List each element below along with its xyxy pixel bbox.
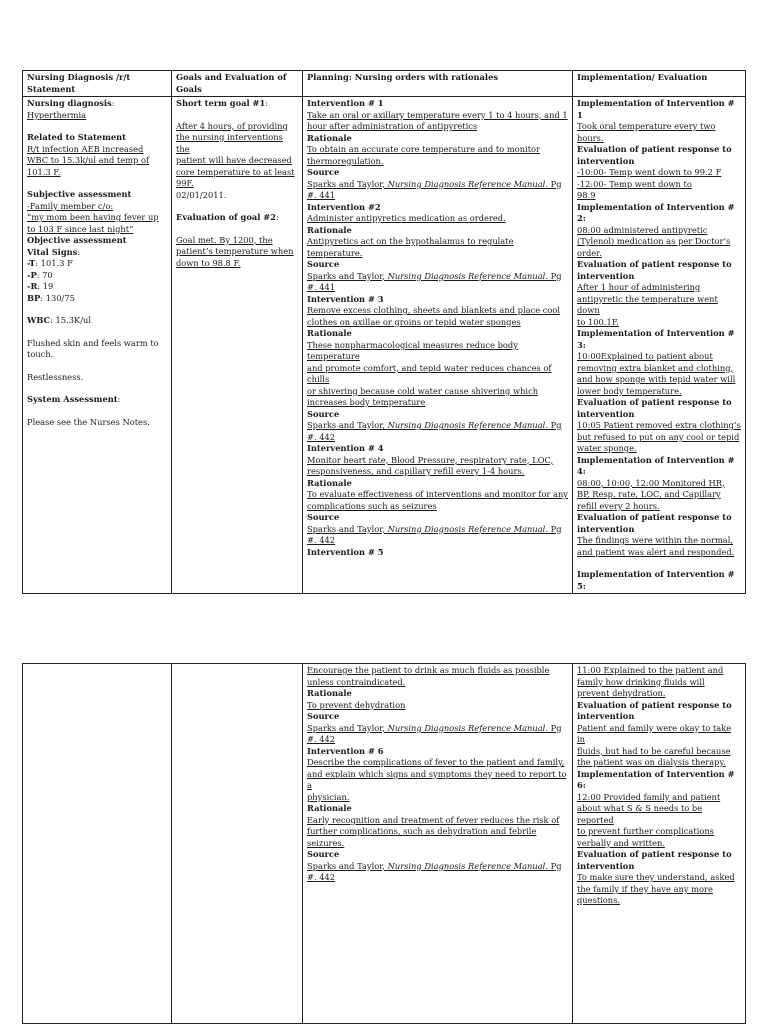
line-text: Source	[307, 408, 340, 419]
text-line	[307, 110, 568, 122]
objective-label: Objective assessment	[27, 235, 127, 245]
line-text: Implementation of Intervention # 3:	[577, 328, 735, 350]
section-heading	[307, 409, 568, 421]
line-text: Sparks and Taylor,	[307, 270, 388, 281]
section-heading	[577, 271, 741, 283]
line-text: #. 441	[307, 190, 336, 200]
vital-temp: -T: 101.3 F	[27, 258, 73, 268]
section-heading	[577, 569, 741, 592]
line-text: To evaluate effectiveness of interventions and monitor for any	[307, 489, 568, 499]
text-line	[577, 677, 741, 689]
line-text: Implementation of Intervention # 6:	[577, 768, 735, 790]
text-line	[307, 861, 568, 873]
header-planning: Planning: Nursing orders with rationales	[303, 71, 573, 97]
text-line	[307, 466, 568, 478]
dx-label: Nursing diagnosis	[27, 98, 112, 108]
book-title: Nursing Diagnosis Reference Manual	[387, 178, 546, 189]
goal-line: patient will have decreased	[176, 155, 292, 165]
line-text: Intervention #2	[307, 201, 381, 212]
line-text: Describe the complications of fever to the patient and family,	[307, 757, 565, 767]
subjective-line: to 103 F since last night”	[27, 223, 134, 234]
line-text: Sparks and Taylor,	[307, 860, 388, 871]
text-line	[577, 489, 741, 501]
header-implementation: Implementation/ Evaluation	[573, 71, 746, 97]
goal-date: 02/01/2011.	[176, 189, 227, 200]
flushed-line: Flushed skin and feels warm to	[27, 337, 159, 348]
line-text: Antipyretics act on the hypothalamus to regulate temperature.	[307, 236, 514, 258]
section-heading	[307, 225, 568, 237]
text-line	[307, 432, 568, 444]
text-line	[577, 351, 741, 363]
line-text: 98.9	[577, 190, 596, 200]
line-text: Sparks and Taylor,	[307, 722, 388, 733]
section-heading	[577, 144, 741, 156]
line-text: 10:00Explained to patient about	[577, 351, 713, 361]
section-heading	[577, 259, 741, 271]
implementation-cell	[573, 664, 746, 1024]
section-heading	[577, 700, 741, 712]
section-heading	[307, 443, 568, 455]
section-heading	[307, 294, 568, 306]
text-line	[577, 826, 741, 838]
text-line	[577, 386, 741, 398]
section-heading	[307, 167, 568, 179]
line-text-after: . Pg	[545, 523, 562, 534]
line-text: Sparks and Taylor,	[307, 420, 388, 430]
line-text: Rationale	[307, 224, 352, 235]
text-line	[307, 190, 568, 202]
line-text: physician.	[307, 791, 350, 802]
text-line	[307, 144, 568, 156]
line-text: The findings were within the normal,	[577, 535, 734, 545]
spacer	[577, 558, 741, 569]
line-text: family how drinking fluids will	[577, 676, 705, 687]
line-text: responsiveness, and capillary refill every 1-4 hours.	[307, 466, 525, 476]
line-text: or shivering because cold water cause shivering which	[307, 385, 539, 396]
text-line	[307, 815, 568, 827]
care-plan-table-page-2	[22, 663, 746, 1024]
line-text: increases body temperature	[307, 397, 426, 407]
dx-value: Hyperthermia	[27, 109, 87, 120]
header-row	[23, 71, 746, 97]
header-goals: Goals and Evaluation of Goals	[172, 71, 303, 97]
text-line	[307, 769, 568, 792]
goal-line: 99F.	[176, 178, 194, 188]
section-heading	[307, 512, 568, 524]
book-title: Nursing Diagnosis Reference Manual	[387, 722, 546, 733]
evaluation-line: patient’s temperature when	[176, 246, 294, 256]
system-assessment-text: Please see the Nurses Notes.	[27, 416, 150, 427]
section-heading	[577, 849, 741, 861]
line-text: To make sure they understand, asked	[577, 872, 735, 882]
text-line	[307, 213, 568, 225]
line-text: Rationale	[307, 688, 352, 698]
text-line	[577, 167, 741, 179]
text-line	[577, 723, 741, 746]
related-to-line: WBC to 15.3k/ul and temp of	[27, 155, 150, 165]
implementation-cell	[573, 97, 746, 594]
text-line	[307, 340, 568, 363]
goal-line: After 4 hours, of providing	[176, 120, 288, 131]
section-heading	[307, 133, 568, 145]
line-text: Encourage the patient to drink as much fluids as possible	[307, 665, 550, 675]
vital-bp: BP: 130/75	[27, 292, 75, 303]
text-line	[577, 294, 741, 317]
line-text: Take an oral or axillary temperature every 1 to 4 hours, and 1	[307, 109, 568, 120]
text-line	[577, 190, 741, 202]
line-text: These nonpharmacological measures reduce body temperature	[307, 339, 518, 361]
text-line	[307, 282, 568, 294]
text-line	[577, 432, 741, 444]
text-line	[307, 826, 568, 849]
text-line	[577, 179, 741, 191]
text-line	[307, 535, 568, 547]
line-text: Sparks and Taylor,	[307, 523, 388, 534]
text-line	[577, 746, 741, 758]
header-nursing-diagnosis: Nursing Diagnosis /r/t Statement	[23, 71, 172, 97]
line-text: Took oral temperature every two	[577, 121, 716, 131]
text-line	[577, 872, 741, 884]
line-text: water sponge.	[577, 443, 637, 453]
line-text: Sparks and Taylor,	[307, 178, 388, 189]
goal-line: the nursing interventions the	[176, 132, 283, 154]
text-line	[577, 665, 741, 677]
line-text: #. 442	[307, 431, 336, 442]
restlessness: Restlessness.	[27, 371, 84, 382]
vital-signs-label: Vital Signs	[27, 246, 78, 257]
line-text: further complications, such as dehydration and febrile seizures.	[307, 826, 537, 848]
text-line	[307, 397, 568, 409]
line-text: clothes on axillae or groins or tepid water sponges	[307, 316, 521, 327]
flushed-line: touch.	[27, 349, 54, 359]
text-line	[307, 792, 568, 804]
line-text: Administer antipyretics medication as ordered.	[307, 213, 506, 223]
text-line	[577, 803, 741, 826]
text-line	[577, 838, 741, 850]
subjective-label: Subjective assessment	[27, 189, 132, 199]
text-line	[307, 363, 568, 386]
subjective-line: -Family member c/o:	[27, 200, 114, 211]
text-line	[577, 443, 741, 455]
line-text: Source	[307, 167, 340, 177]
section-heading	[307, 711, 568, 723]
section-heading	[577, 397, 741, 409]
section-heading	[307, 478, 568, 490]
line-text: refill every 2 hours.	[577, 500, 660, 511]
line-text: Implementation of Intervention # 1	[577, 98, 735, 120]
text-line	[307, 236, 568, 259]
line-text: Rationale	[307, 328, 352, 338]
section-heading	[307, 328, 568, 340]
line-text: To obtain an accurate core temperature and to monitor	[307, 144, 541, 154]
line-text: but refused to put on any cool or tepid	[577, 431, 740, 442]
text-line	[577, 420, 741, 432]
line-text: #. 442	[307, 535, 336, 545]
line-text: Source	[307, 512, 340, 522]
line-text: Source	[307, 259, 340, 269]
line-text: 11:00 Explained to the patient and	[577, 665, 724, 675]
line-text: #. 442	[307, 734, 336, 744]
line-text: (Tylenol) medication as per Doctor’s	[577, 236, 731, 246]
line-text: hour after administration of antipyretics	[307, 121, 478, 131]
line-text: intervention	[577, 155, 635, 166]
related-to-line: R/t infection AEB increased	[27, 143, 144, 154]
line-text-after: . Pg	[545, 270, 562, 281]
section-heading	[307, 547, 568, 559]
goal-label: Short term goal #1	[176, 98, 266, 108]
line-text: verbally and written.	[577, 837, 665, 848]
line-text: complications such as seizures	[307, 500, 437, 511]
line-text: Evaluation of patient response to	[577, 144, 732, 154]
line-text: Monitor heart rate, Blood Pressure, respiratory rate, LOC,	[307, 454, 554, 465]
line-text: fluids, but had to be careful because	[577, 745, 731, 756]
line-text: removing extra blanket and clothing,	[577, 362, 734, 373]
line-text: and patient was alert and responded.	[577, 546, 735, 557]
line-text: 10:05 Patient removed extra clothing’s	[577, 420, 741, 430]
text-line	[307, 700, 568, 712]
line-text: the patient was on dialysis therapy.	[577, 757, 726, 767]
line-text: Early recognition and treatment of fever reduces the risk of	[307, 814, 560, 825]
line-text: thermoregulation.	[307, 155, 384, 166]
line-text-after: . Pg	[545, 860, 562, 871]
line-text: to 100.1F.	[577, 316, 619, 327]
text-line	[307, 501, 568, 513]
text-line	[577, 363, 741, 375]
content-row	[23, 97, 746, 594]
line-text: To prevent dehydration	[307, 699, 406, 710]
text-line	[307, 734, 568, 746]
section-heading	[577, 769, 741, 792]
goal-line: core temperature to at least	[176, 166, 295, 177]
text-line	[307, 121, 568, 133]
text-line	[577, 884, 741, 896]
line-text: to prevent further complications	[577, 826, 714, 836]
text-line	[577, 317, 741, 329]
line-text: and how sponge with tepid water will	[577, 374, 736, 384]
evaluation-line: Goal met. By 1200, the	[176, 234, 273, 245]
line-text: 08:00, 10:00, 12:00 Monitored HR,	[577, 477, 725, 488]
text-line	[307, 524, 568, 536]
line-text: and promote comfort, and tepid water reduces chances of chills	[307, 362, 552, 384]
line-text: Patient and family were okay to take in	[577, 722, 732, 744]
line-text: prevent dehydration.	[577, 688, 666, 698]
wbc-line: WBC: 15.3K/ul	[27, 315, 91, 325]
line-text: BP, Resp. rate, LOC, and Capillary	[577, 489, 721, 499]
section-heading	[577, 409, 741, 421]
line-text-after: . Pg	[545, 420, 562, 430]
text-line	[307, 665, 568, 677]
text-line	[307, 305, 568, 317]
book-title: Nursing Diagnosis Reference Manual	[387, 420, 546, 430]
related-to-label: Related to Statement	[27, 132, 126, 142]
line-text: antipyretic the temperature went down	[577, 293, 718, 315]
text-line	[577, 248, 741, 260]
text-line	[577, 478, 741, 490]
line-text: intervention	[577, 523, 635, 534]
line-text-after: . Pg	[545, 178, 562, 189]
text-line	[577, 225, 741, 237]
section-heading	[307, 746, 568, 758]
line-text: intervention	[577, 408, 635, 419]
section-heading	[577, 861, 741, 873]
line-text: Intervention # 1	[307, 98, 384, 108]
text-line	[307, 872, 568, 884]
section-heading	[577, 455, 741, 478]
line-text: 12:00 Provided family and patient	[577, 791, 721, 802]
section-heading	[577, 328, 741, 351]
evaluation-label: Evaluation of goal #2	[176, 212, 276, 222]
text-line	[577, 282, 741, 294]
content-row	[23, 664, 746, 1024]
line-text: Evaluation of patient response to	[577, 259, 732, 269]
subjective-line: “my mom been having fever up	[27, 212, 159, 222]
line-text: Evaluation of patient response to	[577, 849, 732, 859]
line-text: Intervention # 3	[307, 293, 384, 304]
nursing-diagnosis-cell: Nursing diagnosis: Hyperthermia Related to Statement R/t infection AEB increased WBC to 15.3k/ul and temp of 101.3 F. Subjective assessment -Family member c/o: “my mom been having fever up to 103 F since last night” Objective assessment Vital Signs: -T: 101.3 F -P: 70 -R: 19 BP: 130/75 WBC: 15.3K/ul Flushed skin and feels warm to touch. Restlessness. System Assessment: Please see the Nurses Notes.	[23, 97, 172, 594]
line-text: and explain which signs and symptoms they need to report to a	[307, 768, 567, 790]
section-heading	[307, 803, 568, 815]
line-text: Implementation of Intervention # 2:	[577, 201, 735, 223]
line-text: -10:00- Temp went down to 99.2 F	[577, 167, 722, 177]
section-heading	[307, 849, 568, 861]
line-text: Intervention # 5	[307, 546, 384, 557]
line-text: intervention	[577, 860, 635, 871]
text-line	[577, 757, 741, 769]
text-line	[307, 757, 568, 769]
line-text: Rationale	[307, 477, 352, 488]
care-plan-table-page-1	[22, 70, 746, 594]
text-line	[577, 374, 741, 386]
line-text: #. 442	[307, 872, 336, 882]
line-text: After 1 hour of administering	[577, 282, 701, 292]
text-line	[577, 501, 741, 513]
line-text: 08:00 administered antipyretic	[577, 224, 708, 235]
line-text: about what S & S needs to be reported	[577, 803, 703, 825]
line-text: lower body temperature.	[577, 385, 682, 396]
section-heading	[307, 98, 568, 110]
section-heading	[577, 524, 741, 536]
line-text-after: . Pg	[545, 722, 562, 733]
nursing-diagnosis-cell-empty	[23, 664, 172, 1024]
system-assessment-label: System Assessment	[27, 394, 118, 404]
line-text: order.	[577, 247, 602, 258]
vital-resp: -R: 19	[27, 281, 54, 291]
line-text: Rationale	[307, 803, 352, 813]
book-title: Nursing Diagnosis Reference Manual	[387, 523, 546, 534]
text-line	[577, 535, 741, 547]
line-text: #. 441	[307, 282, 336, 292]
line-text: intervention	[577, 270, 635, 281]
text-line	[307, 677, 568, 689]
line-text: Intervention # 6	[307, 745, 384, 756]
goals-cell: Short term goal #1: After 4 hours, of providing the nursing interventions the patient will have decreased core temperature to at least 99F. 02/01/2011. Evaluation of goal #2: Goal met. By 1200, the patient’s temperature when down to 98.8 F.	[172, 97, 303, 594]
text-line	[307, 455, 568, 467]
related-to-line: 101.3 F.	[27, 166, 61, 177]
text-line	[577, 547, 741, 559]
text-line	[577, 688, 741, 700]
book-title: Nursing Diagnosis Reference Manual	[387, 860, 546, 871]
text-line	[307, 489, 568, 501]
text-line	[577, 236, 741, 248]
planning-cell	[303, 97, 573, 594]
text-line	[307, 317, 568, 329]
section-heading	[577, 156, 741, 168]
text-line	[577, 121, 741, 133]
line-text: unless contraindicated.	[307, 676, 406, 687]
line-text: Intervention # 4	[307, 443, 384, 453]
section-heading	[307, 202, 568, 214]
line-text: questions.	[577, 895, 621, 905]
line-text: Implementation of Intervention # 4:	[577, 454, 735, 476]
line-text: Evaluation of patient response to	[577, 699, 732, 710]
line-text: Rationale	[307, 132, 352, 143]
evaluation-line: down to 98.8 F.	[176, 257, 241, 268]
text-line	[577, 792, 741, 804]
planning-cell	[303, 664, 573, 1024]
section-heading	[577, 711, 741, 723]
book-title: Nursing Diagnosis Reference Manual	[387, 270, 546, 281]
line-text: the family if they have any more	[577, 883, 713, 894]
line-text: intervention	[577, 711, 635, 721]
text-line	[577, 133, 741, 145]
text-line	[307, 386, 568, 398]
section-heading	[307, 259, 568, 271]
line-text: Implementation of Intervention # 5:	[577, 569, 735, 591]
text-line	[307, 179, 568, 191]
line-text: Source	[307, 849, 340, 859]
section-heading	[577, 202, 741, 225]
section-heading	[577, 512, 741, 524]
text-line	[307, 156, 568, 168]
line-text: Evaluation of patient response to	[577, 397, 732, 407]
text-line	[307, 420, 568, 432]
vital-pulse: -P: 70	[27, 269, 53, 280]
line-text: Evaluation of patient response to	[577, 512, 732, 522]
line-text: hours.	[577, 132, 604, 143]
line-text: Source	[307, 711, 340, 721]
line-text: -12:00- Temp went down to	[577, 178, 692, 189]
section-heading	[307, 688, 568, 700]
line-text: Remove excess clothing, sheets and blankets and place cool	[307, 305, 561, 315]
text-line	[307, 723, 568, 735]
text-line	[307, 271, 568, 283]
section-heading	[577, 98, 741, 121]
goals-cell-empty	[172, 664, 303, 1024]
text-line	[577, 895, 741, 907]
